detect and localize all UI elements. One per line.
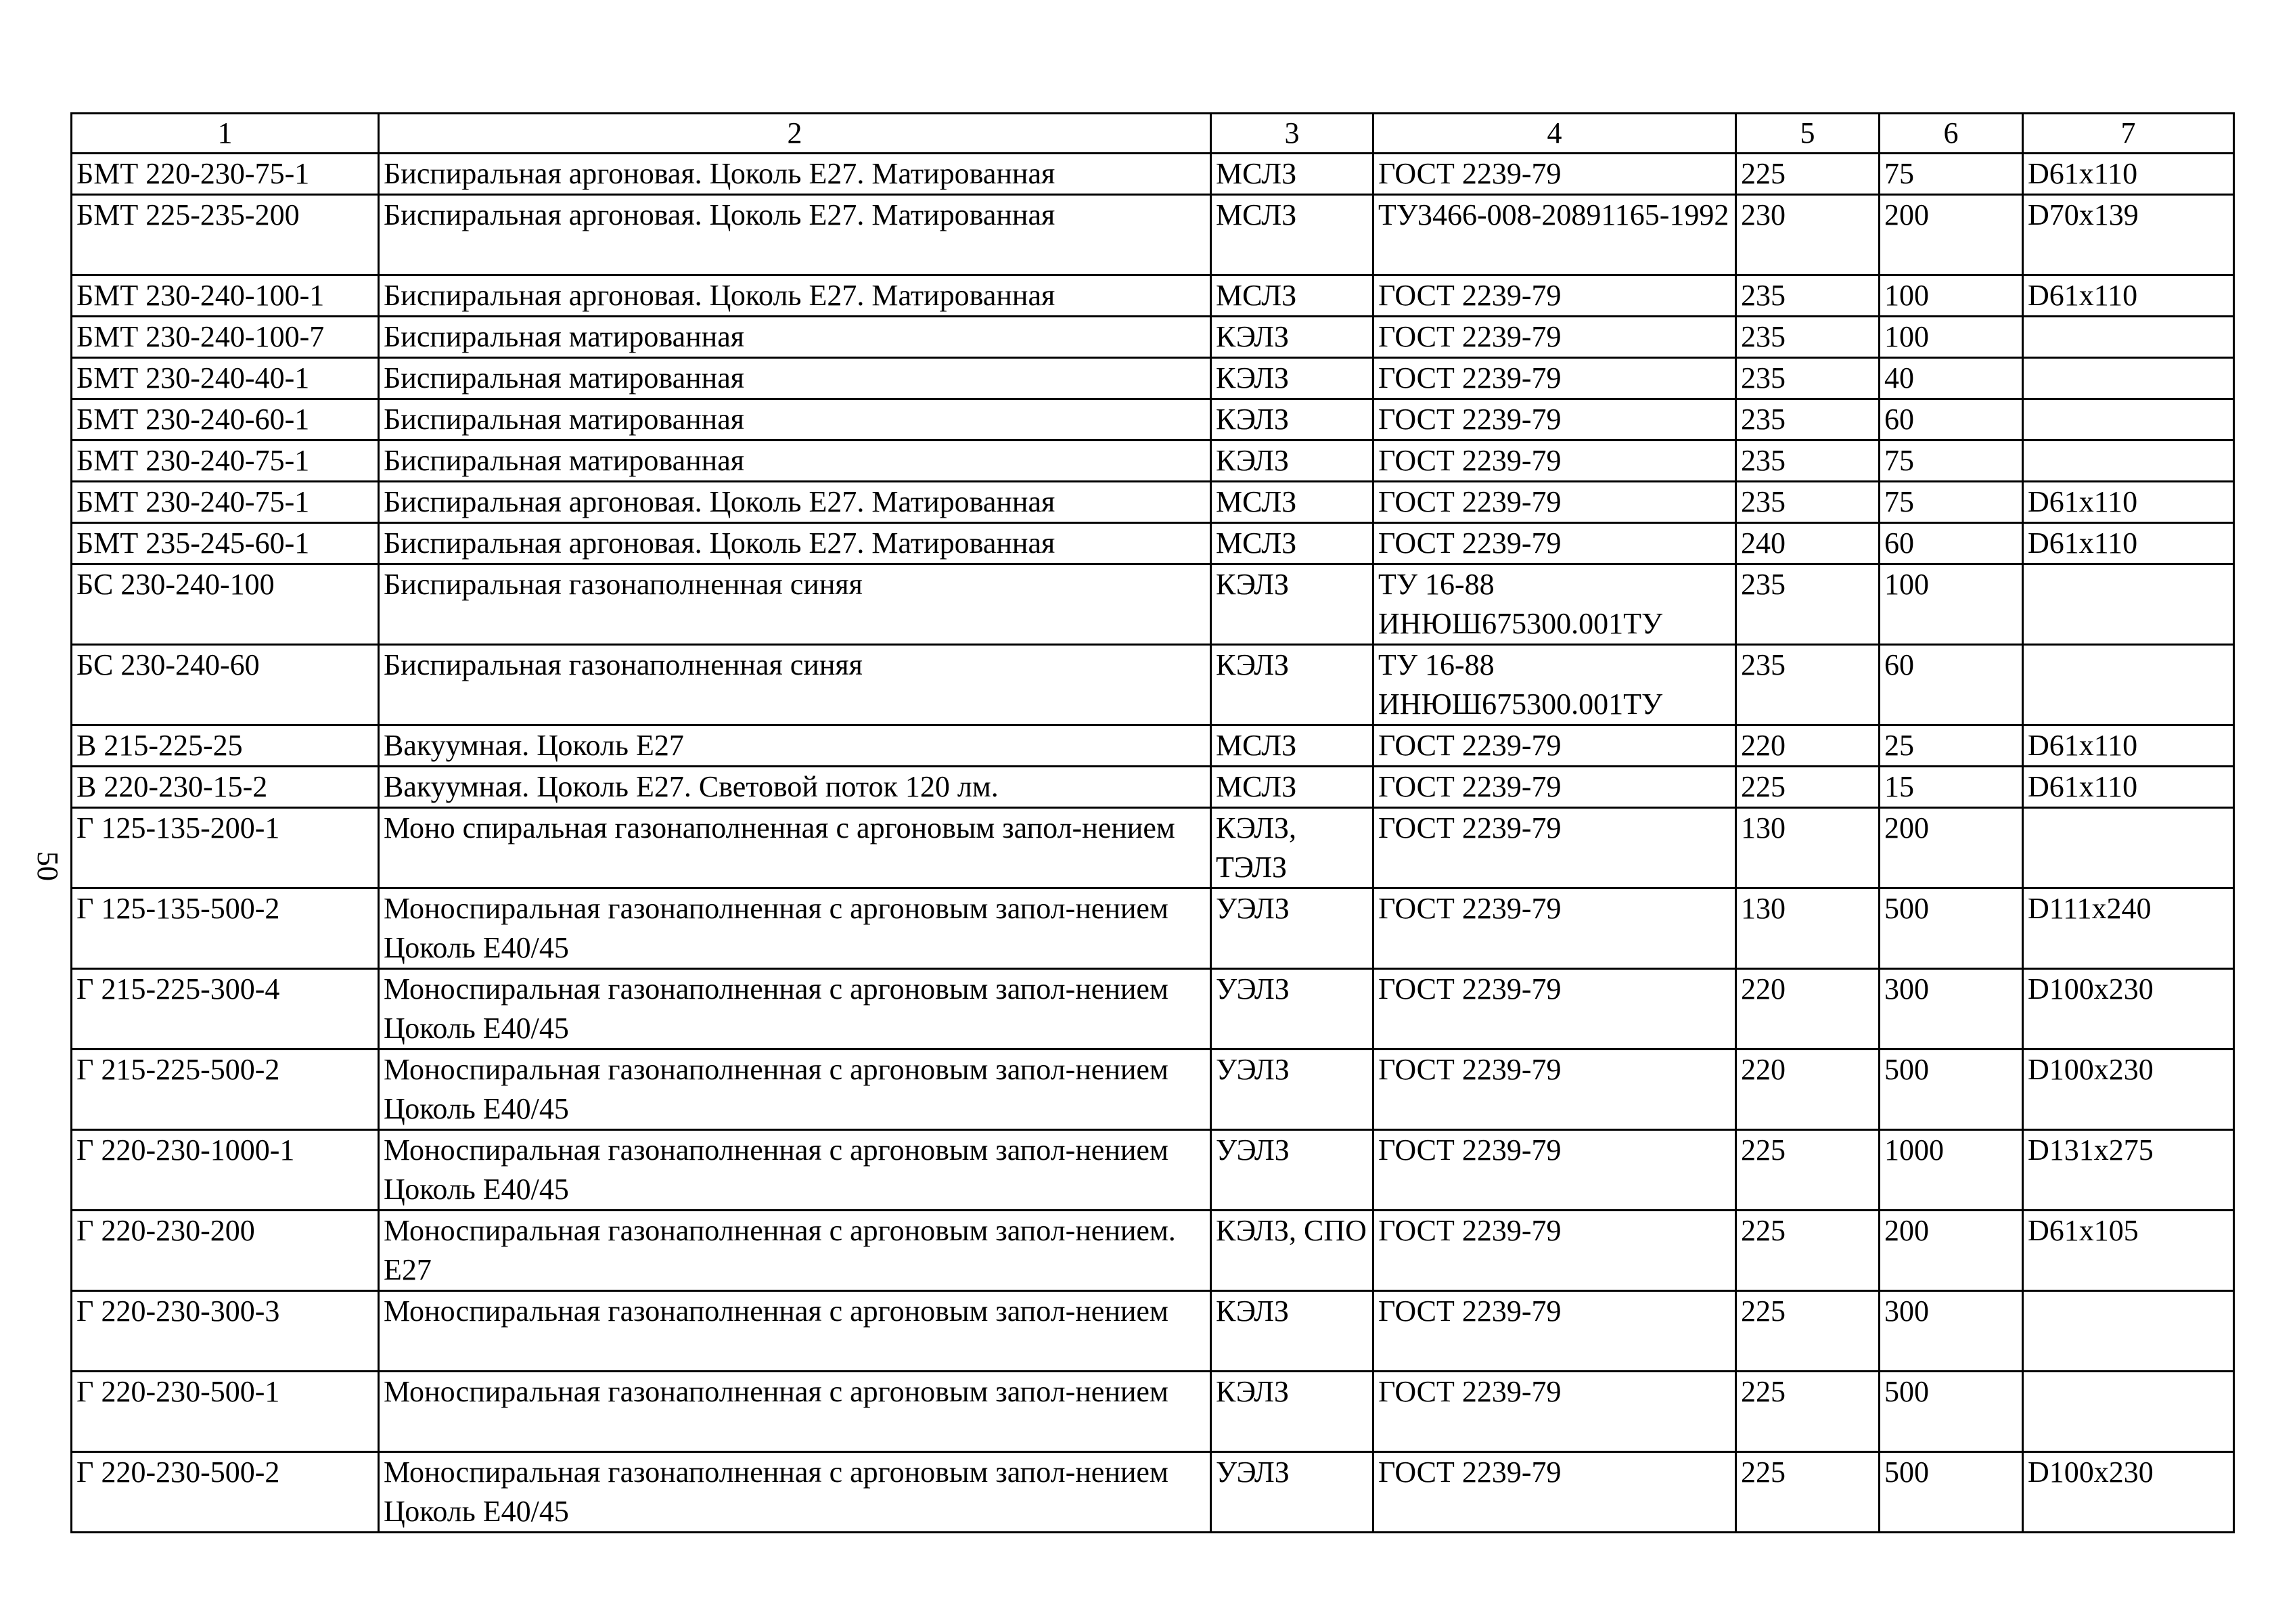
table-row (72, 358, 2234, 399)
power-cell: 75 (1880, 154, 2023, 195)
manufacturer-cell: КЭЛЗ (1211, 441, 1373, 482)
column-header: 1 (72, 114, 379, 154)
description-cell: Вакуумная. Цоколь Е27. Световой поток 120 лм. (379, 767, 1211, 808)
description-cell: Биспиральная матированная (379, 441, 1211, 482)
manufacturer-cell: КЭЛЗ (1211, 399, 1373, 441)
lamp-type-cell: В 215-225-25 (72, 725, 379, 767)
standard-cell: ГОСТ 2239-79 (1373, 1291, 1736, 1372)
manufacturer-cell: КЭЛЗ, ТЭЛЗ (1211, 808, 1373, 888)
voltage-cell: 225 (1736, 1372, 1880, 1452)
manufacturer-cell: МСЛЗ (1211, 725, 1373, 767)
voltage-cell: 220 (1736, 1050, 1880, 1130)
dimensions-cell: D61x110 (2023, 523, 2234, 564)
dimensions-cell (2023, 564, 2234, 645)
voltage-cell: 235 (1736, 399, 1880, 441)
description-cell: Биспиральная аргоновая. Цоколь Е27. Матированная (379, 523, 1211, 564)
dimensions-cell: D100x230 (2023, 1452, 2234, 1533)
description-cell: Биспиральная газонаполненная синяя (379, 645, 1211, 725)
power-cell: 60 (1880, 399, 2023, 441)
dimensions-cell: D61x110 (2023, 767, 2234, 808)
voltage-cell: 225 (1736, 1211, 1880, 1291)
lamp-type-cell: Г 215-225-300-4 (72, 969, 379, 1050)
lamp-type-cell: Г 220-230-500-2 (72, 1452, 379, 1533)
voltage-cell: 220 (1736, 725, 1880, 767)
description-cell: Биспиральная газонаполненная синяя (379, 564, 1211, 645)
description-cell: Моноспиральная газонаполненная с аргоновым запол-нением (379, 1291, 1211, 1372)
column-number-row (72, 114, 2234, 154)
dimensions-cell: D100x230 (2023, 1050, 2234, 1130)
description-cell: Моноспиральная газонаполненная с аргоновым запол-нением Цоколь Е40/45 (379, 969, 1211, 1050)
column-header: 4 (1373, 114, 1736, 154)
manufacturer-cell: УЭЛЗ (1211, 969, 1373, 1050)
voltage-cell: 235 (1736, 358, 1880, 399)
page-number: 50 (31, 851, 64, 881)
voltage-cell: 235 (1736, 441, 1880, 482)
voltage-cell: 235 (1736, 482, 1880, 523)
column-header: 5 (1736, 114, 1880, 154)
voltage-cell: 240 (1736, 523, 1880, 564)
description-cell: Биспиральная матированная (379, 399, 1211, 441)
table-row (72, 1130, 2234, 1211)
table-row (72, 482, 2234, 523)
standard-cell: ГОСТ 2239-79 (1373, 1130, 1736, 1211)
table-row (72, 317, 2234, 358)
voltage-cell: 230 (1736, 195, 1880, 275)
manufacturer-cell: МСЛЗ (1211, 767, 1373, 808)
standard-cell: ГОСТ 2239-79 (1373, 275, 1736, 317)
standard-cell: ТУ3466-008-20891165-1992 (1373, 195, 1736, 275)
manufacturer-cell: МСЛЗ (1211, 482, 1373, 523)
description-cell: Моноспиральная газонаполненная с аргоновым запол-нением Цоколь Е40/45 (379, 1130, 1211, 1211)
dimensions-cell: D61x110 (2023, 154, 2234, 195)
dimensions-cell: D61x110 (2023, 275, 2234, 317)
voltage-cell: 235 (1736, 275, 1880, 317)
power-cell: 75 (1880, 482, 2023, 523)
description-cell: Биспиральная аргоновая. Цоколь Е27. Матированная (379, 195, 1211, 275)
description-cell: Моно спиральная газонаполненная с аргоновым запол-нением (379, 808, 1211, 888)
description-cell: Биспиральная аргоновая. Цоколь Е27. Матированная (379, 154, 1211, 195)
table-row (72, 399, 2234, 441)
table-row (72, 154, 2234, 195)
manufacturer-cell: МСЛЗ (1211, 154, 1373, 195)
manufacturer-cell: КЭЛЗ, СПО (1211, 1211, 1373, 1291)
standard-cell: ГОСТ 2239-79 (1373, 399, 1736, 441)
standard-cell: ГОСТ 2239-79 (1373, 358, 1736, 399)
table-row (72, 767, 2234, 808)
standard-cell: ГОСТ 2239-79 (1373, 154, 1736, 195)
column-header: 2 (379, 114, 1211, 154)
standard-cell: ГОСТ 2239-79 (1373, 317, 1736, 358)
lamp-type-cell: БМТ 225-235-200 (72, 195, 379, 275)
table-row (72, 725, 2234, 767)
voltage-cell: 225 (1736, 1452, 1880, 1533)
voltage-cell: 235 (1736, 564, 1880, 645)
dimensions-cell (2023, 808, 2234, 888)
power-cell: 75 (1880, 441, 2023, 482)
manufacturer-cell: КЭЛЗ (1211, 358, 1373, 399)
manufacturer-cell: УЭЛЗ (1211, 888, 1373, 969)
lamp-type-cell: БМТ 235-245-60-1 (72, 523, 379, 564)
lamp-type-cell: БМТ 230-240-40-1 (72, 358, 379, 399)
table-row (72, 969, 2234, 1050)
standard-cell: ГОСТ 2239-79 (1373, 1211, 1736, 1291)
power-cell: 500 (1880, 1050, 2023, 1130)
power-cell: 100 (1880, 317, 2023, 358)
manufacturer-cell: УЭЛЗ (1211, 1130, 1373, 1211)
lamp-type-cell: БМТ 230-240-100-7 (72, 317, 379, 358)
table-row (72, 441, 2234, 482)
power-cell: 300 (1880, 1291, 2023, 1372)
power-cell: 1000 (1880, 1130, 2023, 1211)
table-row (72, 523, 2234, 564)
dimensions-cell (2023, 358, 2234, 399)
lamp-type-cell: Г 215-225-500-2 (72, 1050, 379, 1130)
power-cell: 200 (1880, 808, 2023, 888)
description-cell: Биспиральная матированная (379, 317, 1211, 358)
description-cell: Моноспиральная газонаполненная с аргоновым запол-нением Цоколь Е40/45 (379, 1452, 1211, 1533)
power-cell: 500 (1880, 1372, 2023, 1452)
table-row (72, 1291, 2234, 1372)
dimensions-cell (2023, 317, 2234, 358)
power-cell: 60 (1880, 645, 2023, 725)
table-row (72, 195, 2234, 275)
lamp-type-cell: БС 230-240-60 (72, 645, 379, 725)
table-row (72, 1211, 2234, 1291)
standard-cell: ГОСТ 2239-79 (1373, 1452, 1736, 1533)
manufacturer-cell: КЭЛЗ (1211, 645, 1373, 725)
lamp-type-cell: Г 125-135-500-2 (72, 888, 379, 969)
table-row (72, 888, 2234, 969)
power-cell: 100 (1880, 275, 2023, 317)
lamp-type-cell: БМТ 220-230-75-1 (72, 154, 379, 195)
voltage-cell: 225 (1736, 1130, 1880, 1211)
voltage-cell: 235 (1736, 645, 1880, 725)
description-cell: Биспиральная аргоновая. Цоколь Е27. Матированная (379, 275, 1211, 317)
dimensions-cell: D61x110 (2023, 482, 2234, 523)
voltage-cell: 225 (1736, 767, 1880, 808)
description-cell: Моноспиральная газонаполненная с аргоновым запол-нением (379, 1372, 1211, 1452)
lamp-type-cell: БМТ 230-240-100-1 (72, 275, 379, 317)
manufacturer-cell: КЭЛЗ (1211, 1372, 1373, 1452)
dimensions-cell (2023, 399, 2234, 441)
dimensions-cell: D111x240 (2023, 888, 2234, 969)
dimensions-cell: D70x139 (2023, 195, 2234, 275)
dimensions-cell: D100x230 (2023, 969, 2234, 1050)
table-row (72, 808, 2234, 888)
power-cell: 300 (1880, 969, 2023, 1050)
manufacturer-cell: МСЛЗ (1211, 195, 1373, 275)
power-cell: 100 (1880, 564, 2023, 645)
standard-cell: ТУ 16-88 ИНЮШ675300.001ТУ (1373, 645, 1736, 725)
standard-cell: ГОСТ 2239-79 (1373, 482, 1736, 523)
standard-cell: ГОСТ 2239-79 (1373, 888, 1736, 969)
lamp-type-cell: Г 220-230-500-1 (72, 1372, 379, 1452)
lamp-type-cell: БМТ 230-240-75-1 (72, 482, 379, 523)
lamp-spec-table (70, 112, 2235, 1533)
table-row (72, 645, 2234, 725)
manufacturer-cell: УЭЛЗ (1211, 1050, 1373, 1130)
column-header: 7 (2023, 114, 2234, 154)
voltage-cell: 235 (1736, 317, 1880, 358)
lamp-type-cell: БС 230-240-100 (72, 564, 379, 645)
description-cell: Вакуумная. Цоколь Е27 (379, 725, 1211, 767)
standard-cell: ГОСТ 2239-79 (1373, 969, 1736, 1050)
power-cell: 500 (1880, 1452, 2023, 1533)
dimensions-cell (2023, 645, 2234, 725)
lamp-type-cell: Г 220-230-200 (72, 1211, 379, 1291)
description-cell: Биспиральная матированная (379, 358, 1211, 399)
standard-cell: ГОСТ 2239-79 (1373, 523, 1736, 564)
dimensions-cell: D131x275 (2023, 1130, 2234, 1211)
dimensions-cell: D61x105 (2023, 1211, 2234, 1291)
description-cell: Биспиральная аргоновая. Цоколь Е27. Матированная (379, 482, 1211, 523)
dimensions-cell (2023, 441, 2234, 482)
dimensions-cell (2023, 1291, 2234, 1372)
table-row (72, 1372, 2234, 1452)
column-header: 6 (1880, 114, 2023, 154)
standard-cell: ГОСТ 2239-79 (1373, 441, 1736, 482)
table-row (72, 275, 2234, 317)
dimensions-cell (2023, 1372, 2234, 1452)
lamp-type-cell: Г 220-230-300-3 (72, 1291, 379, 1372)
table-row (72, 1452, 2234, 1533)
standard-cell: ГОСТ 2239-79 (1373, 725, 1736, 767)
power-cell: 200 (1880, 195, 2023, 275)
description-cell: Моноспиральная газонаполненная с аргоновым запол-нением Цоколь Е40/45 (379, 1050, 1211, 1130)
standard-cell: ГОСТ 2239-79 (1373, 767, 1736, 808)
lamp-type-cell: Г 220-230-1000-1 (72, 1130, 379, 1211)
power-cell: 15 (1880, 767, 2023, 808)
voltage-cell: 225 (1736, 154, 1880, 195)
standard-cell: ГОСТ 2239-79 (1373, 1372, 1736, 1452)
description-cell: Моноспиральная газонаполненная с аргоновым запол-нением Цоколь Е40/45 (379, 888, 1211, 969)
power-cell: 25 (1880, 725, 2023, 767)
voltage-cell: 130 (1736, 888, 1880, 969)
power-cell: 200 (1880, 1211, 2023, 1291)
manufacturer-cell: МСЛЗ (1211, 523, 1373, 564)
standard-cell: ГОСТ 2239-79 (1373, 1050, 1736, 1130)
power-cell: 60 (1880, 523, 2023, 564)
standard-cell: ГОСТ 2239-79 (1373, 808, 1736, 888)
table-row (72, 564, 2234, 645)
description-cell: Моноспиральная газонаполненная с аргоновым запол-нением. Е27 (379, 1211, 1211, 1291)
manufacturer-cell: МСЛЗ (1211, 275, 1373, 317)
lamp-type-cell: БМТ 230-240-75-1 (72, 441, 379, 482)
manufacturer-cell: КЭЛЗ (1211, 317, 1373, 358)
lamp-type-cell: Г 125-135-200-1 (72, 808, 379, 888)
voltage-cell: 130 (1736, 808, 1880, 888)
voltage-cell: 225 (1736, 1291, 1880, 1372)
lamp-type-cell: В 220-230-15-2 (72, 767, 379, 808)
power-cell: 500 (1880, 888, 2023, 969)
lamp-type-cell: БМТ 230-240-60-1 (72, 399, 379, 441)
column-header: 3 (1211, 114, 1373, 154)
standard-cell: ТУ 16-88 ИНЮШ675300.001ТУ (1373, 564, 1736, 645)
dimensions-cell: D61x110 (2023, 725, 2234, 767)
power-cell: 40 (1880, 358, 2023, 399)
manufacturer-cell: КЭЛЗ (1211, 564, 1373, 645)
manufacturer-cell: УЭЛЗ (1211, 1452, 1373, 1533)
table-row (72, 1050, 2234, 1130)
voltage-cell: 220 (1736, 969, 1880, 1050)
manufacturer-cell: КЭЛЗ (1211, 1291, 1373, 1372)
